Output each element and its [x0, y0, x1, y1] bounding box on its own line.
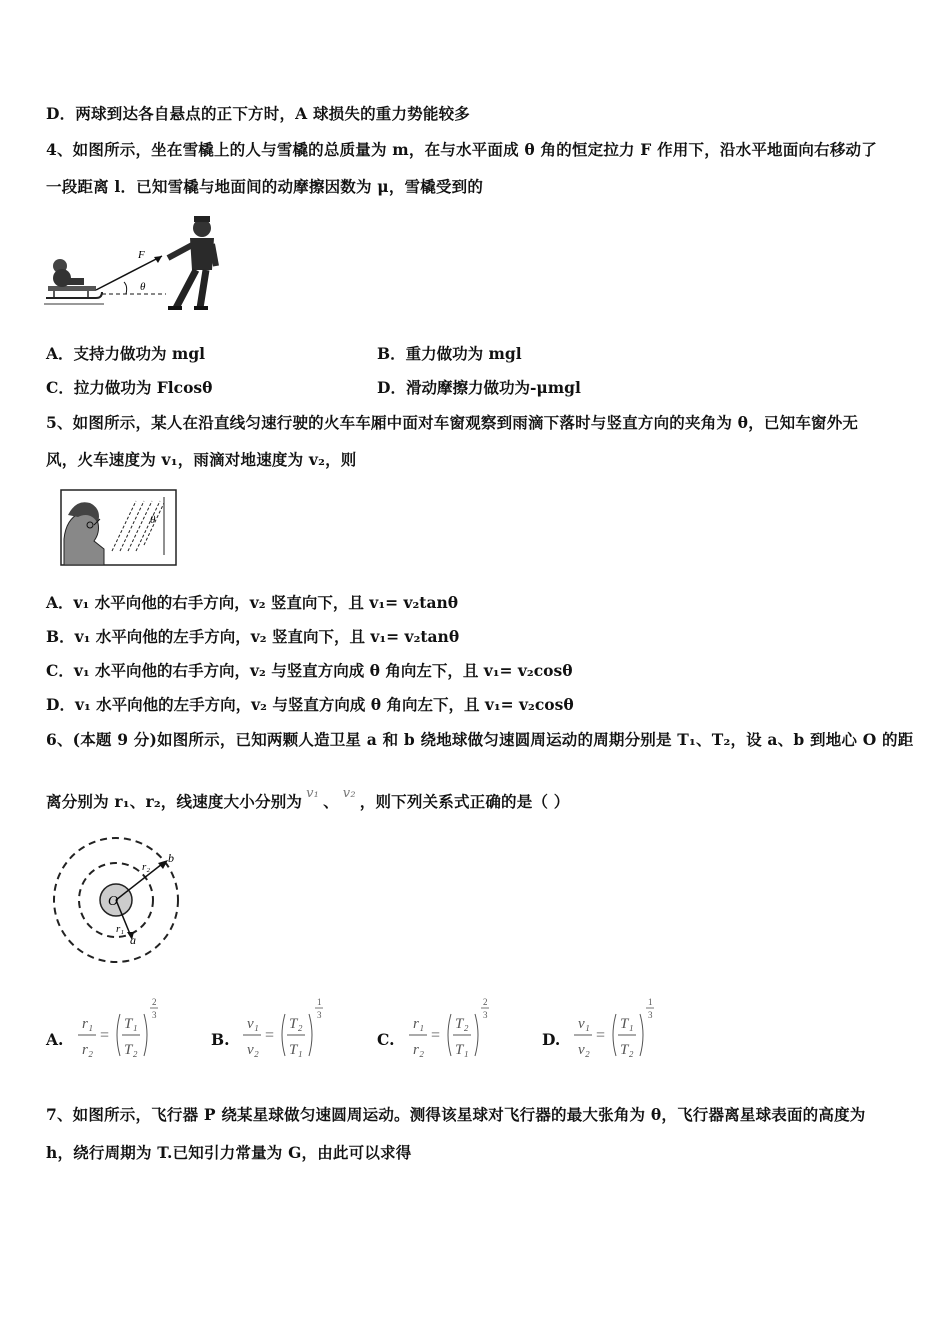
exp-den: 3	[152, 1010, 157, 1020]
q6-option-label: D.	[542, 1030, 561, 1049]
q6-option-formula	[405, 996, 515, 1062]
q6-option-formula	[570, 996, 680, 1062]
lhs-num: r₁	[82, 1016, 94, 1032]
q6-v1-symbol: v₁	[306, 786, 320, 801]
rhs-den: T₂	[124, 1042, 138, 1058]
exp-den: 3	[483, 1010, 488, 1020]
q4-option-d: D．滑动摩擦力做功为-μmgl	[377, 378, 581, 397]
lhs-den: v₂	[247, 1042, 259, 1058]
q5-option-b: B．v₁ 水平向他的左手方向，v₂ 竖直向下，且 v₁= v₂tanθ	[46, 627, 460, 646]
exp-num: 2	[483, 997, 488, 1007]
q6-option-b	[211, 996, 341, 1062]
lhs-den: v₂	[578, 1042, 590, 1058]
q5-option-a: A．v₁ 水平向他的右手方向，v₂ 竖直向下，且 v₁= v₂tanθ	[46, 593, 459, 612]
q6-option-label: B.	[211, 1030, 230, 1049]
q5-angle-label: θ	[150, 514, 156, 526]
q5-stem-line1: 5、如图所示，某人在沿直线匀速行驶的火车车厢中面对车窗观察到雨滴下落时与竖直方向的夹角为 θ，已知车窗外无	[46, 413, 859, 432]
rhs-den: T₁	[455, 1042, 469, 1058]
q5-option-d: D．v₁ 水平向他的左手方向，v₂ 与竖直方向成 θ 角向左下，且 v₁= v₂cosθ	[46, 695, 574, 714]
q6-sat-b-label: b	[168, 851, 174, 865]
q6-stem-line1: 6、(本题 9 分)如图所示，已知两颗人造卫星 a 和 b 绕地球做匀速圆周运动的周期分别是 T₁、T₂，设 a、b 到地心 O 的距	[46, 730, 914, 749]
q7-stem-line1: 7、如图所示，飞行器 P 绕某星球做匀速圆周运动。测得该星球对飞行器的最大张角为 θ，飞行器离星球表面的高度为	[46, 1105, 866, 1124]
q6-option-formula	[74, 996, 184, 1062]
exp-num: 1	[317, 997, 322, 1007]
rhs-den: T₂	[620, 1042, 634, 1058]
q4-stem-line1: 4、如图所示，坐在雪橇上的人与雪橇的总质量为 m，在与水平面成 θ 角的恒定拉力 F 作用下，沿水平地面向右移动了	[46, 140, 877, 159]
exp-num: 1	[648, 997, 653, 1007]
rhs-num: T₁	[620, 1016, 634, 1032]
q6-option-label: C.	[377, 1030, 395, 1049]
q6-r1-label: r₁	[116, 923, 125, 935]
q5-stem-line2: 风，火车速度为 v₁，雨滴对地速度为 v₂，则	[46, 450, 357, 469]
q6-option-c	[377, 996, 507, 1062]
rhs-num: T₁	[124, 1016, 138, 1032]
svg-text:=: =	[265, 1027, 275, 1044]
lhs-den: r₂	[82, 1042, 94, 1058]
exp-den: 3	[648, 1010, 653, 1020]
exp-den: 3	[317, 1010, 322, 1020]
q5-train-window-figure	[60, 489, 178, 567]
rhs-num: T₂	[455, 1016, 469, 1032]
q6-stem-after: ，则下列关系式正确的是（ ）	[359, 792, 570, 811]
lhs-num: r₁	[413, 1016, 425, 1032]
rope-force-arrow	[96, 256, 162, 290]
svg-text:=: =	[596, 1027, 606, 1044]
q6-center-label: O	[108, 894, 119, 909]
lhs-den: r₂	[413, 1042, 425, 1058]
q6-orbit-figure	[50, 834, 180, 966]
svg-text:=: =	[431, 1027, 441, 1044]
svg-text:=: =	[100, 1027, 110, 1044]
exp-num: 2	[152, 997, 157, 1007]
q4-sled-figure	[44, 214, 224, 314]
q5-option-c: C．v₁ 水平向他的右手方向，v₂ 与竖直方向成 θ 角向左下，且 v₁= v₂cosθ	[46, 661, 573, 680]
q6-r2-label: r₂	[142, 861, 151, 873]
q6-v2-symbol: v₂	[342, 786, 356, 801]
q6-option-label: A.	[46, 1030, 64, 1049]
rhs-num: T₂	[289, 1016, 303, 1032]
q7-stem-line2: h，绕行周期为 T.已知引力常量为 G，由此可以求得	[46, 1143, 412, 1162]
q4-stem-line2: 一段距离 l．已知雪橇与地面间的动摩擦因数为 μ，雪橇受到的	[46, 177, 484, 196]
q6-stem-line2	[46, 786, 570, 812]
q3-option-d: D．两球到达各自悬点的正下方时，A 球损失的重力势能较多	[46, 104, 470, 123]
lhs-num: v₁	[247, 1016, 259, 1032]
rhs-den: T₁	[289, 1042, 303, 1058]
q6-stem-sep: 、	[323, 792, 339, 811]
q4-option-c: C．拉力做功为 Flcosθ	[46, 378, 213, 397]
q4-option-b: B．重力做功为 mgl	[377, 344, 522, 363]
q4-force-label: F	[138, 249, 145, 261]
q6-option-formula	[239, 996, 349, 1062]
q6-option-d	[542, 996, 672, 1062]
q4-angle-label: θ	[140, 281, 146, 293]
q6-stem-before: 离分别为 r₁、r₂，线速度大小分别为	[46, 792, 303, 811]
lhs-num: v₁	[578, 1016, 590, 1032]
q6-option-a	[46, 996, 176, 1062]
q6-sat-a-label: a	[130, 933, 136, 947]
q4-option-a: A．支持力做功为 mgl	[46, 344, 206, 363]
